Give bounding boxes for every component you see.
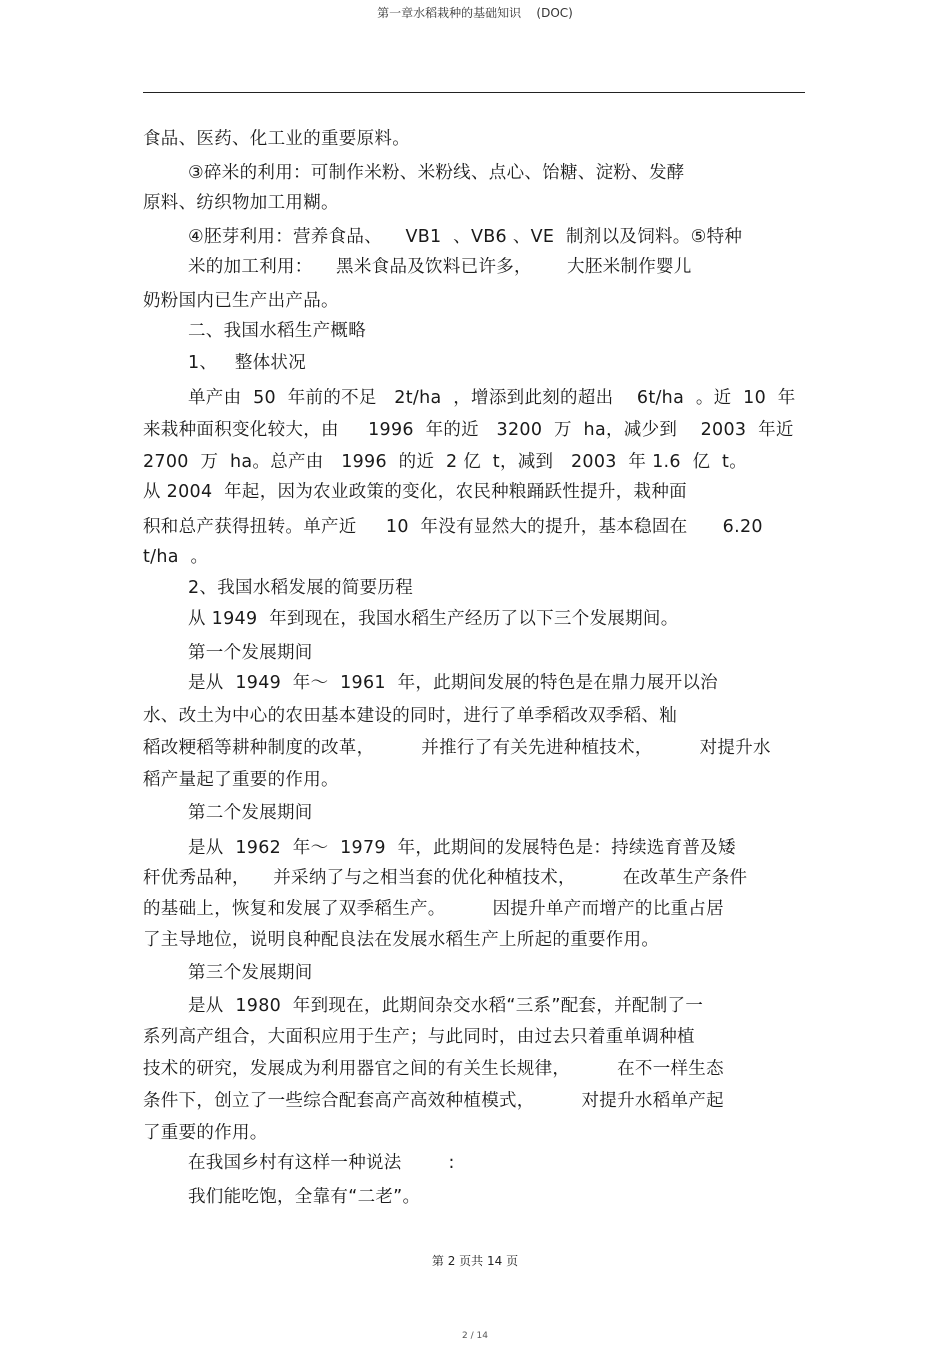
body-line: 食品、医药、化工业的重要原料。 bbox=[143, 129, 410, 149]
body-line: 的基础上，恢复和发展了双季稻生产。 因提升单产而增产的比重占居 bbox=[143, 899, 724, 919]
period-heading: 第三个发展期间 bbox=[188, 963, 313, 983]
period-heading: 第二个发展期间 bbox=[188, 803, 313, 823]
body-line: 是从 1962 年～ 1979 年，此期间的发展特色是：持续选育普及矮 bbox=[188, 838, 736, 858]
subsection-heading: 2、我国水稻发展的简要历程 bbox=[188, 578, 414, 598]
body-line: 稻改粳稻等耕种制度的改革， 并推行了有关先进种植技术， 对提升水 bbox=[143, 738, 771, 758]
body-line: 技术的研究，发展成为利用器官之间的有关生长规律， 在不一样生态 bbox=[143, 1059, 724, 1079]
section-heading: 二、我国水稻生产概略 bbox=[188, 321, 366, 341]
body-line: 是从 1949 年～ 1961 年，此期间发展的特色是在鼎力展开以治 bbox=[188, 673, 718, 693]
body-line: 从 2004 年起，因为农业政策的变化，农民种粮踊跃性提升，栽种面 bbox=[143, 482, 687, 502]
period-heading: 第一个发展期间 bbox=[188, 643, 313, 663]
body-line: 在我国乡村有这样一种说法 : bbox=[188, 1153, 455, 1173]
body-line: 奶粉国内已生产出产品。 bbox=[143, 291, 339, 311]
subsection-heading: 1、 整体状况 bbox=[188, 353, 307, 373]
body-line: ④胚芽利用：营养食品、 VB1 、VB6 、VE 制剂以及饲料。⑤特种 bbox=[188, 227, 743, 247]
body-line: 稻产量起了重要的作用。 bbox=[143, 770, 339, 790]
body-line: 系列高产组合，大面积应用于生产；与此同时，由过去只着重单调种植 bbox=[143, 1027, 695, 1047]
body-line: 是从 1980 年到现在，此期间杂交水稻“三系”配套，并配制了一 bbox=[188, 996, 704, 1016]
body-line: ③碎米的利用：可制作米粉、米粉线、点心、饴糖、淀粉、发酵 bbox=[188, 163, 685, 183]
body-line: t/ha 。 bbox=[143, 547, 209, 567]
body-line: 条件下，创立了一些综合配套高产高效种植模式， 对提升水稻单产起 bbox=[143, 1091, 724, 1111]
body-line: 了主导地位，说明良种配良法在发展水稻生产上所起的重要作用。 bbox=[143, 930, 660, 950]
body-line: 来栽种面积变化较大，由 1996 年的近 3200 万 ha，减少到 2003 年近 bbox=[143, 420, 794, 440]
body-line: 水、改土为中心的农田基本建设的同时，进行了单季稻改双季稻、籼 bbox=[143, 706, 677, 726]
body-line: 米的加工利用： 黑米食品及饮料已许多， 大胚米制作婴儿 bbox=[188, 257, 692, 277]
body-line: 原料、纺织物加工用糊。 bbox=[143, 193, 339, 213]
header-divider bbox=[143, 92, 805, 93]
document-header-title: 第一章水稻栽种的基础知识 (DOC) bbox=[377, 6, 573, 20]
body-line: 2700 万 ha。总产由 1996 的近 2 亿 t，减到 2003 年 1.6 亿 t。 bbox=[143, 452, 748, 472]
body-line: 了重要的作用。 bbox=[143, 1123, 268, 1143]
pdf-page-counter: 2 / 14 bbox=[462, 1331, 488, 1341]
body-line: 从 1949 年到现在，我国水稻生产经历了以下三个发展期间。 bbox=[188, 609, 679, 629]
page-number-footer: 第 2 页共 14 页 bbox=[431, 1254, 519, 1268]
body-line: 秆优秀品种， 并采纳了与之相当套的优化种植技术， 在改革生产条件 bbox=[143, 868, 748, 888]
body-line: 积和总产获得扭转。单产近 10 年没有显然大的提升，基本稳固在 6.20 bbox=[143, 517, 763, 537]
body-line: 我们能吃饱，全靠有“二老”。 bbox=[188, 1187, 421, 1207]
body-line: 单产由 50 年前的不足 2t/ha ，增添到此刻的超出 6t/ha 。近 10 年 bbox=[188, 388, 796, 408]
